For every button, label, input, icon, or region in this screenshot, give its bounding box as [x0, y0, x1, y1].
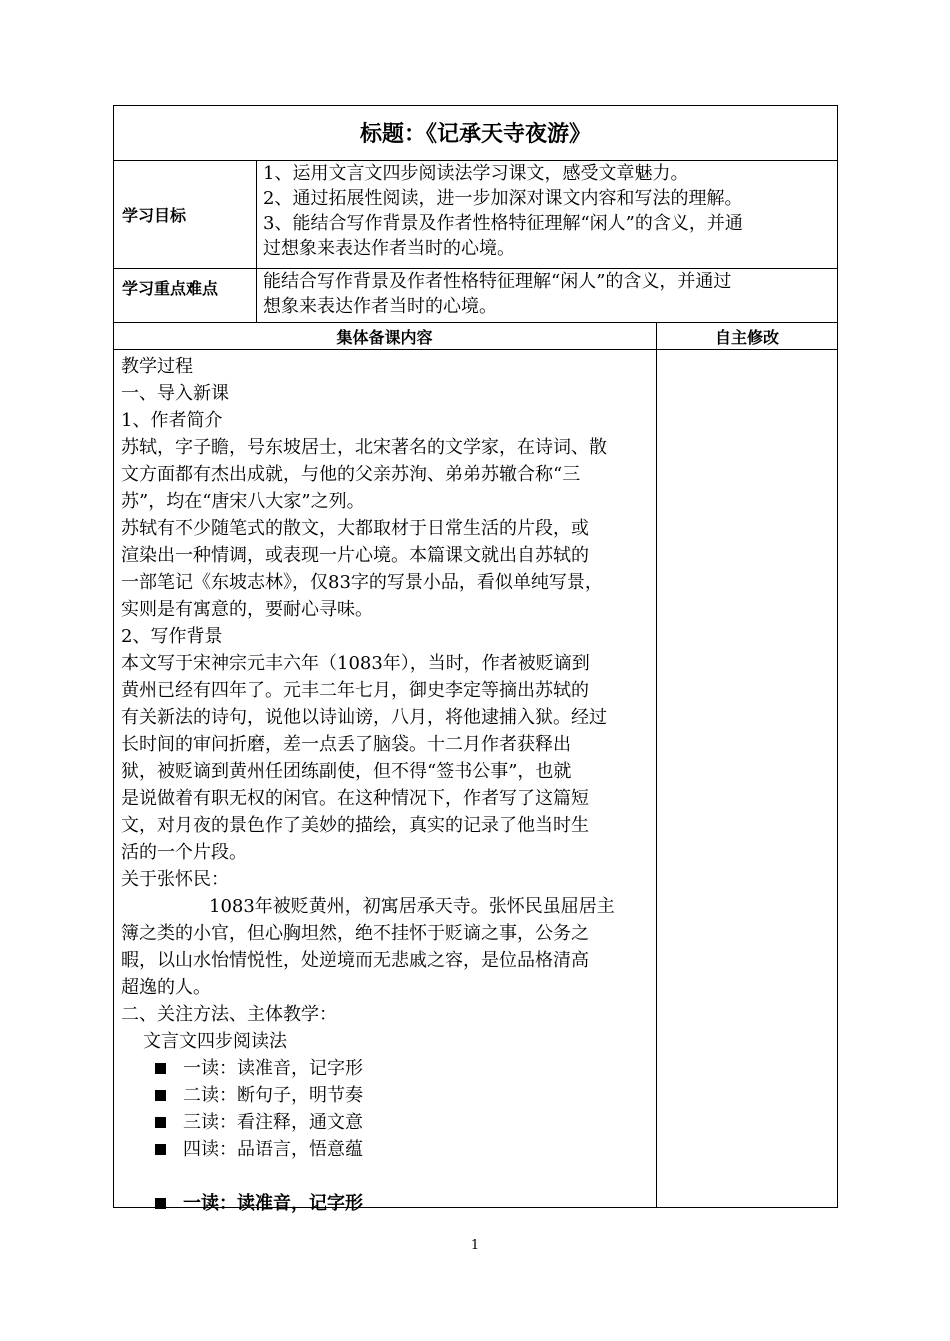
paragraph-line: 是说做着有职无权的闲官。在这种情况下，作者写了这篇短: [121, 788, 589, 809]
self-edit-header: 自主修改: [714, 327, 779, 347]
lesson-content: [121, 353, 651, 1217]
subsection-heading: 2、写作背景: [121, 626, 223, 647]
paragraph-line: 渲染出一种情调，或表现一片心境。本篇课文就出自苏轼的: [121, 545, 589, 566]
objective-line: 1、运用文言文四步阅读法学习课文，感受文章魅力。: [263, 163, 689, 184]
objective-line: 2、通过拓展性阅读，进一步加深对课文内容和写法的理解。: [263, 188, 743, 209]
subsection-heading: 1、作者简介: [121, 410, 223, 431]
paragraph-line: 黄州已经有四年了。元丰二年七月，御史李定等摘出苏轼的: [121, 680, 589, 701]
paragraph-line: 长时间的审问折磨，差一点丢了脑袋。十二月作者获释出: [121, 734, 571, 755]
step-item: [121, 1109, 651, 1136]
section-heading: 二、关注方法、主体教学：: [121, 1004, 337, 1025]
objective-line: 过想象来表达作者当时的心境。: [263, 238, 515, 259]
method-title: 文言文四步阅读法: [143, 1031, 287, 1052]
lesson-plan-table: [113, 105, 838, 1214]
square-bullet-icon: [155, 1144, 166, 1155]
square-bullet-icon: [155, 1198, 166, 1209]
step-label: 三读：看注释，通文意: [183, 1112, 363, 1133]
paragraph-line: 文方面都有杰出成就，与他的父亲苏洵、弟弟苏辙合称“三: [121, 464, 581, 485]
objective-line: 3、能结合写作背景及作者性格特征理解“闲人”的含义，并通: [263, 213, 743, 234]
paragraph-line: 1083年被贬黄州，初寓居承天寺。张怀民虽屈居主: [209, 896, 615, 917]
square-bullet-icon: [155, 1090, 166, 1101]
process-heading: 教学过程: [121, 356, 193, 377]
collective-header: 集体备课内容: [336, 327, 433, 347]
objectives-text: [263, 161, 833, 261]
square-bullet-icon: [155, 1063, 166, 1074]
paragraph-line: 本文写于宋神宗元丰六年（1083年），当时，作者被贬谪到: [121, 653, 590, 674]
key-points-text: [263, 269, 833, 319]
column-divider: [256, 160, 257, 322]
paragraph-line: 文，对月夜的景色作了美妙的描绘，真实的记录了他当时生: [121, 815, 589, 836]
step-label: 一读：读准音，记字形: [183, 1193, 363, 1214]
self-edit-column: [657, 350, 837, 1207]
step-label: 一读：读准音，记字形: [183, 1058, 363, 1079]
step-label: 二读：断句子，明节奏: [183, 1085, 363, 1106]
square-bullet-icon: [155, 1117, 166, 1128]
section-heading: 一、导入新课: [121, 383, 229, 404]
key-points-label: 学习重点难点: [122, 278, 219, 298]
page-number: 1: [470, 1238, 480, 1253]
key-point-line: 想象来表达作者当时的心境。: [263, 296, 497, 317]
blank-line: [121, 1163, 651, 1190]
step-item-bold: [121, 1190, 651, 1217]
step-item: [121, 1055, 651, 1082]
paragraph-line: 暇，以山水怡情悦性，处逆境而无悲戚之容，是位品格清高: [121, 950, 589, 971]
key-point-line: 能结合写作背景及作者性格特征理解“闲人”的含义，并通过: [263, 271, 732, 292]
paragraph-line: 活的一个片段。: [121, 842, 247, 863]
paragraph-line: 实则是有寓意的，要耐心寻味。: [121, 599, 373, 620]
step-item: [121, 1082, 651, 1109]
subsection-heading: 关于张怀民：: [121, 869, 229, 890]
paragraph-line: 狱，被贬谪到黄州任团练副使，但不得“签书公事”，也就: [121, 761, 572, 782]
step-label: 四读：品语言，悟意蕴: [183, 1139, 363, 1160]
paragraph-line: 苏”，均在“唐宋八大家”之列。: [121, 491, 365, 512]
objectives-label: 学习目标: [122, 205, 187, 225]
paragraph-line: 超逸的人。: [121, 977, 211, 998]
paragraph-line: 有关新法的诗句，说他以诗讪谤，八月，将他逮捕入狱。经过: [121, 707, 607, 728]
step-item: [121, 1136, 651, 1163]
paragraph-line: 簿之类的小官，但心胸坦然，绝不挂怀于贬谪之事，公务之: [121, 923, 589, 944]
paragraph-line: 苏轼，字子瞻，号东坡居士，北宋著名的文学家，在诗词、散: [121, 437, 607, 458]
paragraph-line: 一部笔记《东坡志林》，仅83字的写景小品，看似单纯写景，: [121, 572, 603, 593]
paragraph-line: 苏轼有不少随笔式的散文，大都取材于日常生活的片段，或: [121, 518, 589, 539]
page-title: 标题：《记承天寺夜游》: [359, 122, 591, 147]
